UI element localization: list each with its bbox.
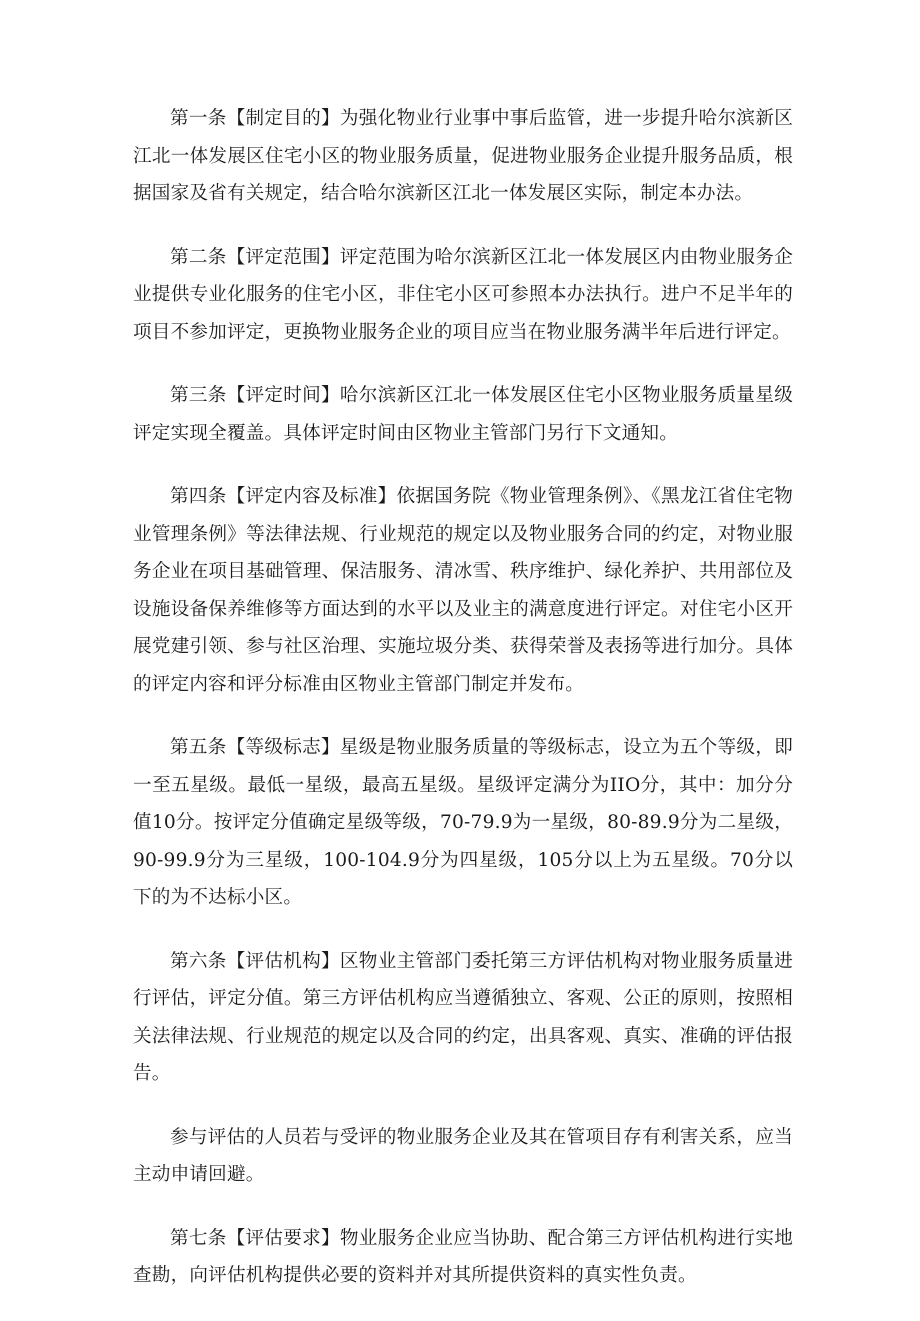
article-2-paragraph: 第二条【评定范围】评定范围为哈尔滨新区江北一体发展区内由物业服务企业提供专业化服务的住宅小区，非住宅小区可参照本办法执行。进户不足半年的项目不参加评定，更换物业服务企业的项目应当在物业服务满半年后进行评定。 bbox=[133, 246, 793, 343]
article-4-paragraph: 第四条【评定内容及标准】依据国务院《物业管理条例》、《黑龙江省住宅物业管理条例》等法律法规、行业规范的规定以及物业服务合同的约定，对物业服务企业在项目基础管理、保洁服务、清冰雪、秩序维护、绿化养护、共用部位及设施设备保养维修等方面达到的水平以及业主的满意度进行评定。对住宅小区开展党建引领、参与社区治理、实施垃圾分类、获得荣誉及表扬等进行加分。具体的评定内容和评分标准由区物业主管部门制定并发布。 bbox=[133, 486, 793, 695]
article-1-paragraph: 第一条【制定目的】为强化物业行业事中事后监管，进一步提升哈尔滨新区江北一体发展区住宅小区的物业服务质量，促进物业服务企业提升服务品质，根据国家及省有关规定，结合哈尔滨新区江北一体发展区实际，制定本办法。 bbox=[133, 108, 793, 204]
article-5-paragraph: 第五条【等级标志】星级是物业服务质量的等级标志，设立为五个等级，即一至五星级。最低一星级，最高五星级。星级评定满分为IIO分，其中：加分分值10分。按评定分值确定星级等级，70-79.9为一星级，80-89.9分为二星级，90-99.9分为三星级，100-104.9分为四星级，105分以上为五星级。70分以下的为不达标小区。 bbox=[133, 737, 793, 908]
article-7-paragraph: 第七条【评估要求】物业服务企业应当协助、配合第三方评估机构进行实地查勘，向评估机构提供必要的资料并对其所提供资料的真实性负责。 bbox=[133, 1227, 793, 1286]
article-3-paragraph: 第三条【评定时间】哈尔滨新区江北一体发展区住宅小区物业服务质量星级评定实现全覆盖。具体评定时间由区物业主管部门另行下文通知。 bbox=[133, 385, 793, 444]
document-body bbox=[133, 100, 793, 1321]
article-6-paragraph: 第六条【评估机构】区物业主管部门委托第三方评估机构对物业服务质量进行评估，评定分值。第三方评估机构应当遵循独立、客观、公正的原则，按照相关法律法规、行业规范的规定以及合同的约定，出具客观、真实、准确的评估报告。 bbox=[133, 950, 793, 1084]
article-6-supplement-paragraph: 参与评估的人员若与受评的物业服务企业及其在管项目存有利害关系，应当主动申请回避。 bbox=[133, 1126, 793, 1185]
